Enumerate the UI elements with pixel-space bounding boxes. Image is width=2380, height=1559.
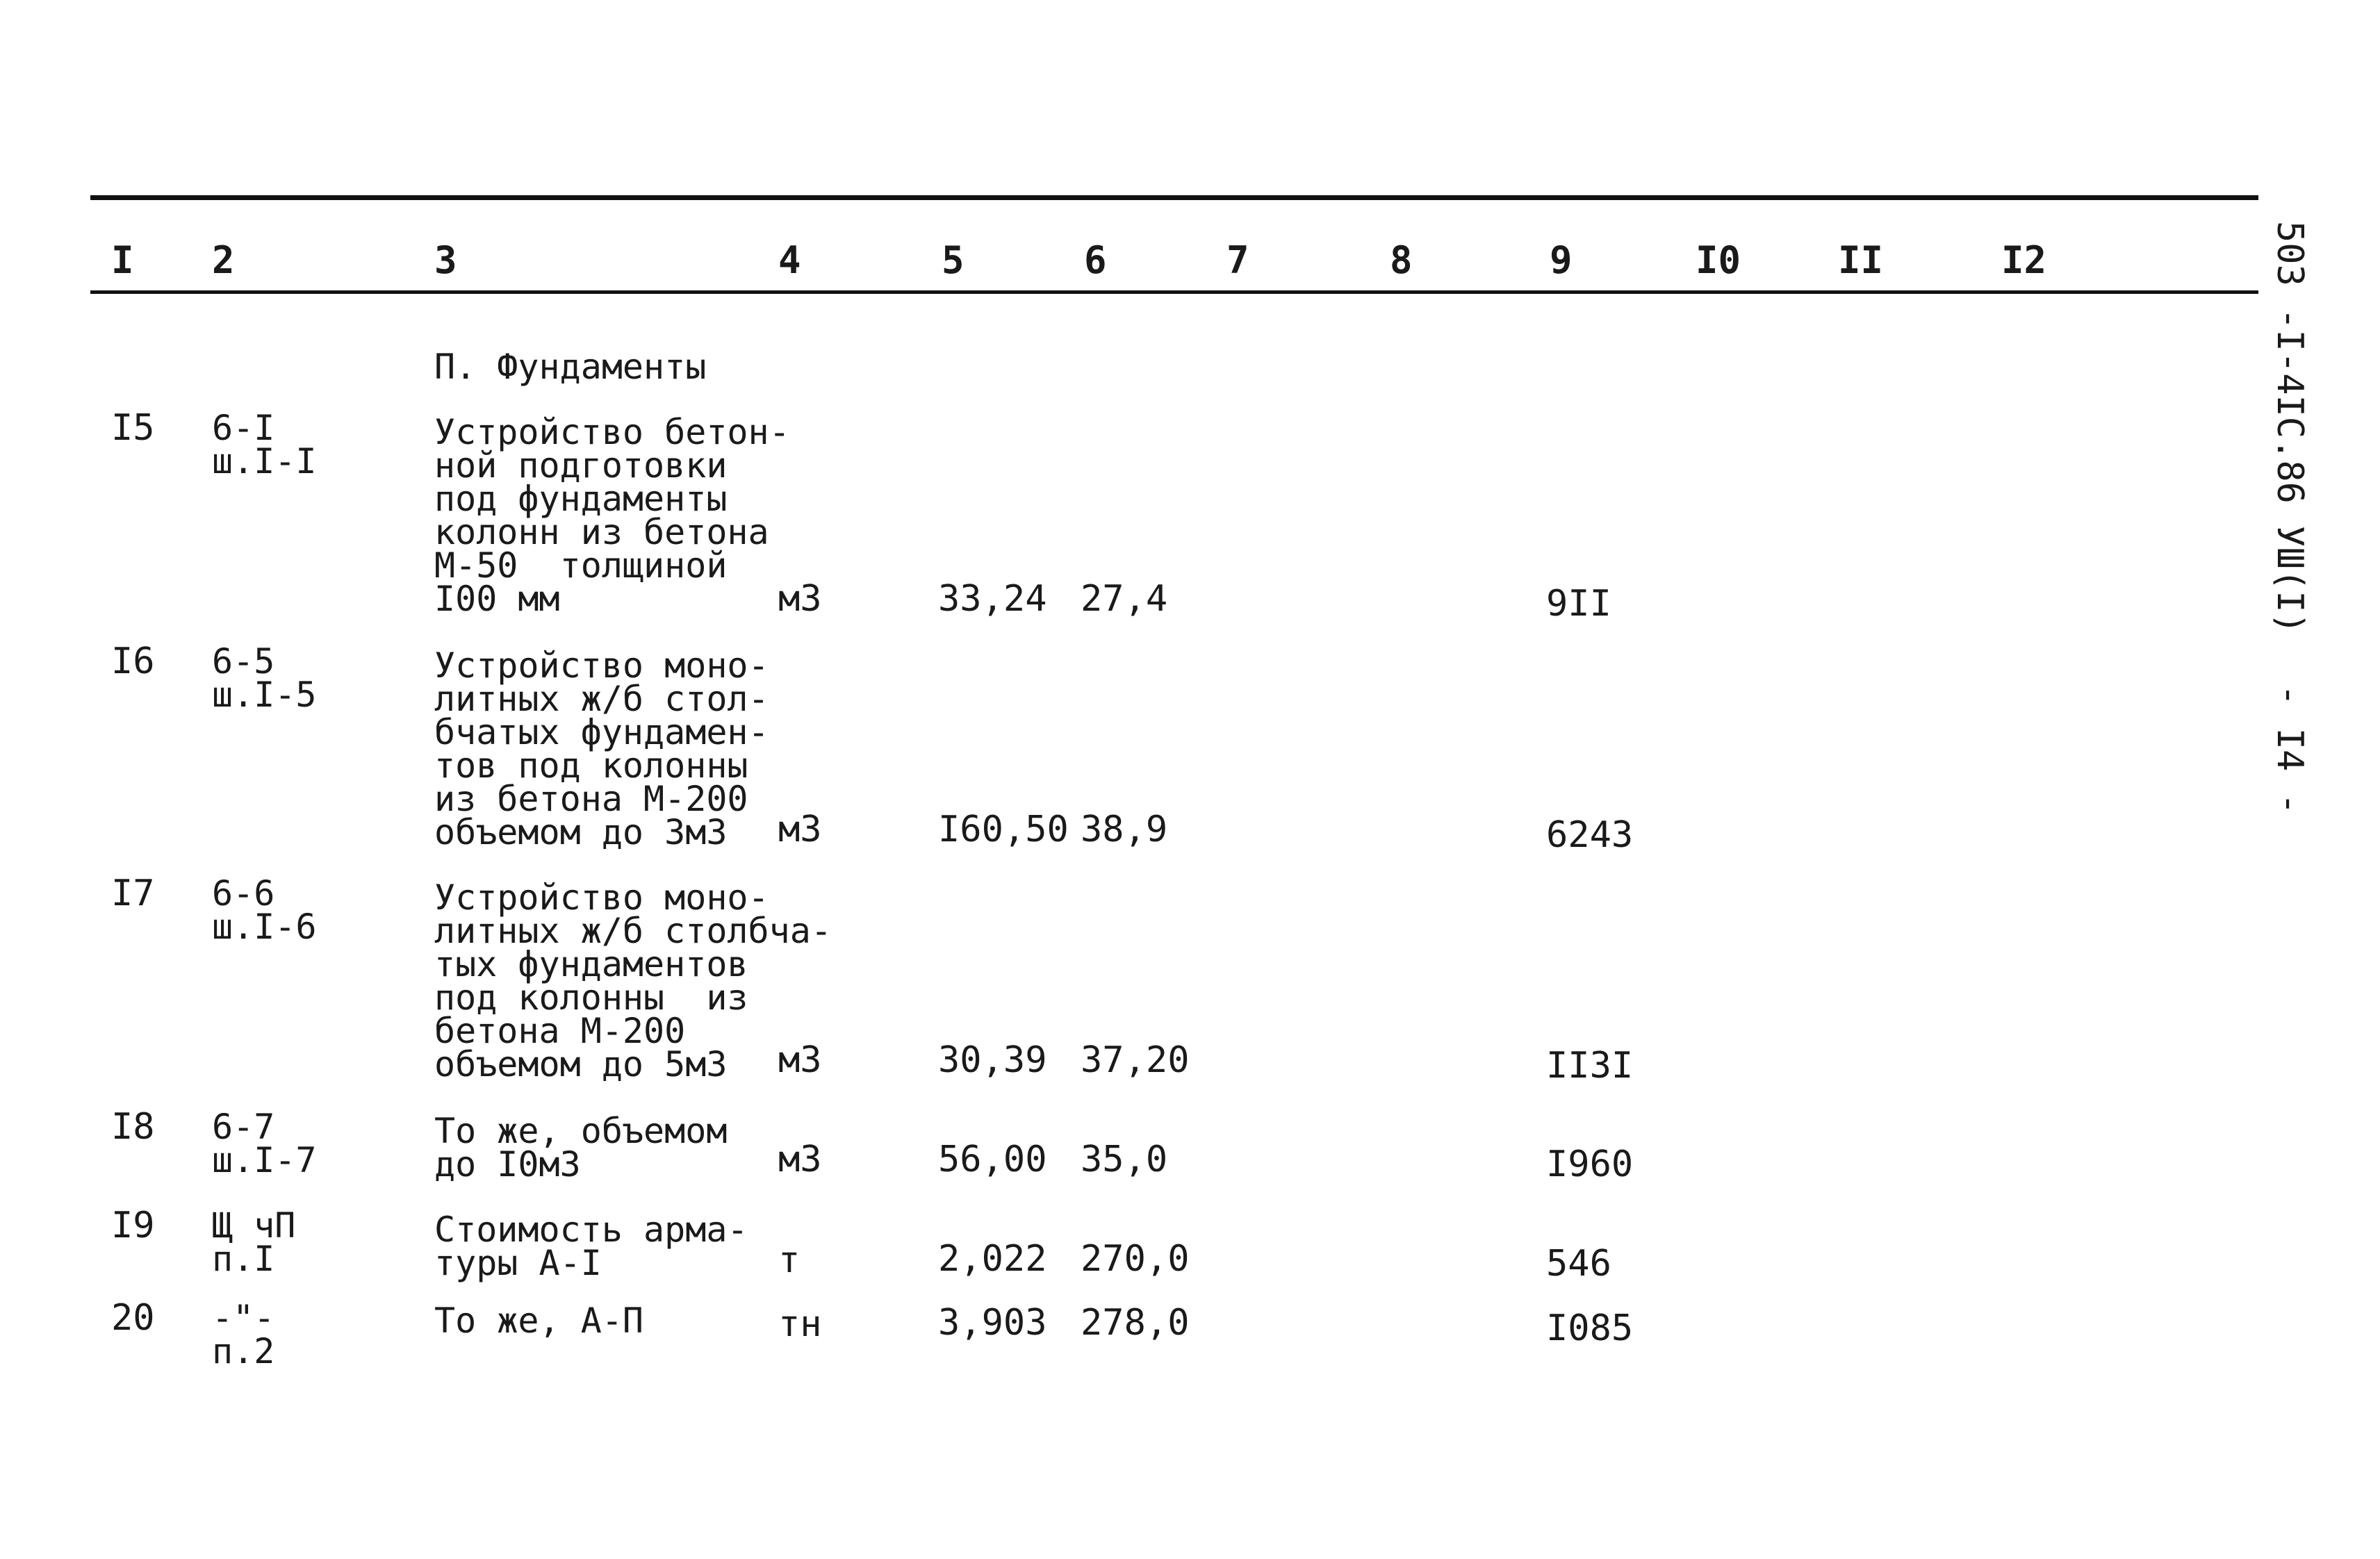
total-cost: I960 (1546, 1144, 1634, 1185)
column-header-1: I (111, 238, 134, 282)
unit-price: 35,0 (1081, 1139, 1168, 1180)
table-top-rule (90, 195, 2258, 200)
norm-code: 6-5 ш.I-5 (212, 641, 317, 715)
unit-price: 270,0 (1081, 1238, 1190, 1280)
work-description: То же, А-П (434, 1301, 644, 1341)
row-number: I6 (111, 641, 155, 682)
unit-price: 38,9 (1081, 809, 1168, 850)
unit: тн (778, 1303, 822, 1345)
row-number: I9 (111, 1205, 155, 1246)
quantity: 56,00 (938, 1139, 1047, 1180)
total-cost: 6243 (1546, 814, 1634, 856)
unit: м3 (778, 809, 822, 850)
column-header-10: I0 (1696, 238, 1741, 282)
unit: м3 (778, 1139, 822, 1180)
column-header-8: 8 (1390, 238, 1413, 282)
quantity: 30,39 (938, 1039, 1047, 1081)
row-number: I5 (111, 407, 155, 449)
table-header-rule (90, 290, 2258, 294)
page-number: - I4 - (2269, 684, 2311, 815)
column-header-3: 3 (434, 238, 457, 282)
unit: м3 (778, 1039, 822, 1081)
column-header-12: I2 (2001, 238, 2047, 282)
total-cost: 546 (1546, 1243, 1611, 1285)
row-number: 20 (111, 1297, 155, 1339)
norm-code: Щ чП п.I (212, 1205, 296, 1279)
work-description: Стоимость арма- туры А-I (434, 1210, 748, 1283)
work-description: Устройство моно- литных ж/б стол- бчатых фундамен- тов под колонны из бетона М-200 объемом до 3м3 (434, 645, 769, 852)
norm-code: 6-I ш.I-I (212, 408, 317, 481)
work-description: Устройство моно- литных ж/б столбча- тых фундаментов под колонны из бетона М-200 объемом до 5м3 (434, 877, 832, 1084)
work-description: Устройство бетон- ной подготовки под фундаменты колонн из бетона М-50 толщиной I00 мм (434, 412, 790, 619)
unit: м3 (778, 578, 822, 620)
unit: т (778, 1239, 801, 1281)
unit-price: 278,0 (1081, 1302, 1190, 1344)
row-number: I8 (111, 1106, 155, 1148)
norm-code: -"- п.2 (212, 1298, 275, 1371)
column-header-7: 7 (1226, 238, 1249, 282)
column-header-6: 6 (1084, 238, 1107, 282)
work-description: То же, объемом до I0м3 (434, 1111, 728, 1185)
column-header-5: 5 (942, 238, 965, 282)
column-header-11: II (1838, 238, 1884, 282)
quantity: I60,50 (938, 809, 1069, 850)
row-number: I7 (111, 873, 155, 914)
column-header-9: 9 (1550, 238, 1573, 282)
document-code: 503 -I-4IC.86 УШ(I) (2269, 221, 2311, 634)
total-cost: II3I (1546, 1045, 1634, 1087)
column-header-2: 2 (212, 238, 235, 282)
quantity: 33,24 (938, 578, 1047, 620)
quantity: 3,903 (938, 1302, 1047, 1344)
total-cost: I085 (1546, 1308, 1634, 1349)
section-title: П. Фундаменты (434, 347, 707, 387)
unit-price: 37,20 (1081, 1039, 1190, 1081)
total-cost: 9II (1546, 583, 1611, 625)
column-header-4: 4 (778, 238, 801, 282)
norm-code: 6-6 ш.I-6 (212, 873, 317, 947)
norm-code: 6-7 ш.I-7 (212, 1107, 317, 1180)
unit-price: 27,4 (1081, 578, 1168, 620)
quantity: 2,022 (938, 1238, 1047, 1280)
